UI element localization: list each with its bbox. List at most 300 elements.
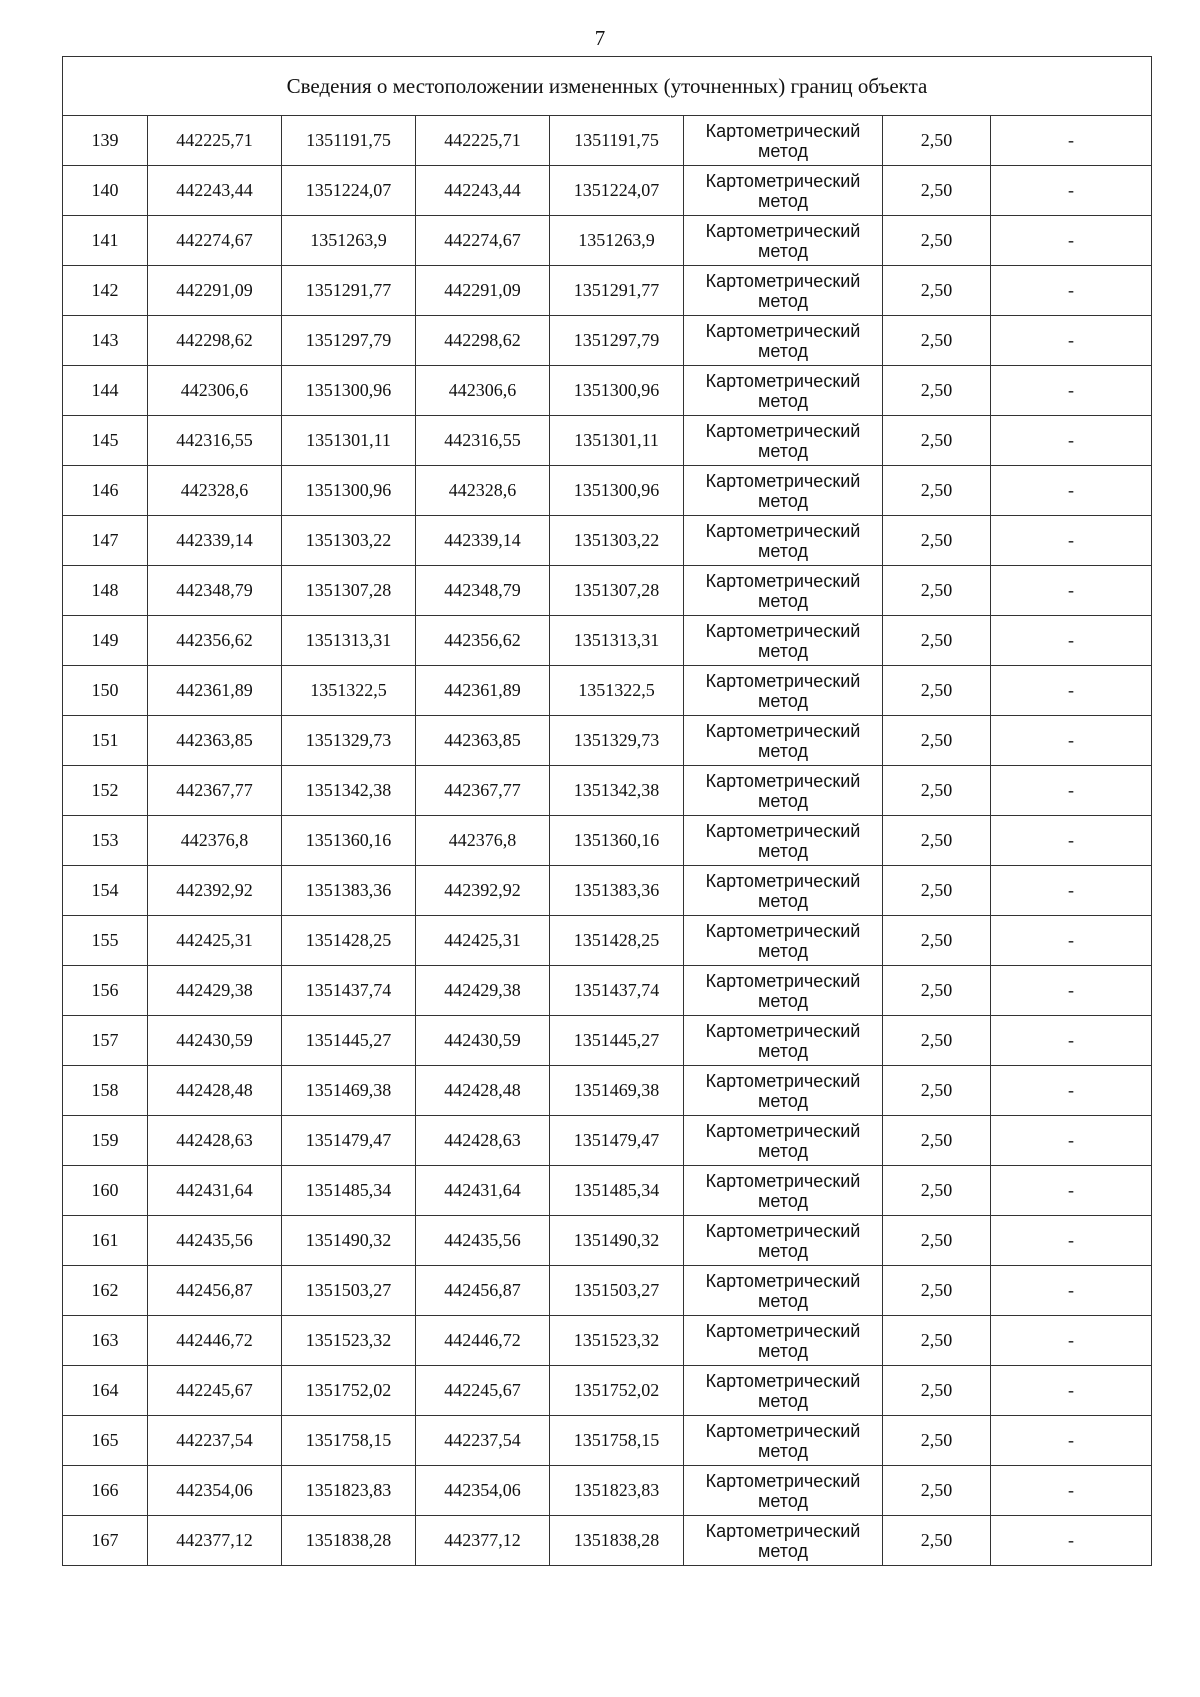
new-x-cell: 442348,79 — [416, 566, 550, 616]
note-cell: - — [991, 916, 1152, 966]
method-line-2: метод — [758, 190, 808, 211]
existing-x-cell: 442425,31 — [148, 916, 282, 966]
table-row — [63, 1516, 1152, 1566]
point-number-cell: 144 — [63, 366, 148, 416]
accuracy-cell: 2,50 — [883, 1116, 991, 1166]
method-line-2: метод — [758, 490, 808, 511]
method-cell — [684, 816, 883, 866]
method-line-1: Картометрический — [705, 1470, 861, 1491]
existing-x-cell: 442245,67 — [148, 1366, 282, 1416]
new-y-cell: 1351224,07 — [550, 166, 684, 216]
accuracy-cell: 2,50 — [883, 266, 991, 316]
method-line-2: метод — [758, 840, 808, 861]
accuracy-cell: 2,50 — [883, 216, 991, 266]
existing-y-cell: 1351360,16 — [282, 816, 416, 866]
method-line-1: Картометрический — [705, 1320, 861, 1341]
accuracy-cell: 2,50 — [883, 1016, 991, 1066]
note-cell: - — [991, 1016, 1152, 1066]
table-row — [63, 1066, 1152, 1116]
point-number-cell: 145 — [63, 416, 148, 466]
method-cell — [684, 966, 883, 1016]
accuracy-cell: 2,50 — [883, 1466, 991, 1516]
point-number-cell: 155 — [63, 916, 148, 966]
method-cell — [684, 666, 883, 716]
existing-y-cell: 1351469,38 — [282, 1066, 416, 1116]
new-y-cell: 1351322,5 — [550, 666, 684, 716]
new-y-cell: 1351313,31 — [550, 616, 684, 666]
note-cell: - — [991, 1466, 1152, 1516]
method-line-2: метод — [758, 1390, 808, 1411]
method-line-2: метод — [758, 990, 808, 1011]
existing-x-cell: 442392,92 — [148, 866, 282, 916]
table-row — [63, 1416, 1152, 1466]
new-y-cell: 1351523,32 — [550, 1316, 684, 1366]
table-row — [63, 816, 1152, 866]
existing-y-cell: 1351445,27 — [282, 1016, 416, 1066]
accuracy-cell: 2,50 — [883, 1266, 991, 1316]
note-cell: - — [991, 466, 1152, 516]
note-cell: - — [991, 666, 1152, 716]
method-cell — [684, 1116, 883, 1166]
method-cell — [684, 616, 883, 666]
point-number-cell: 165 — [63, 1416, 148, 1466]
existing-x-cell: 442298,62 — [148, 316, 282, 366]
existing-x-cell: 442430,59 — [148, 1016, 282, 1066]
point-number-cell: 160 — [63, 1166, 148, 1216]
method-cell — [684, 166, 883, 216]
method-cell — [684, 566, 883, 616]
existing-y-cell: 1351479,47 — [282, 1116, 416, 1166]
method-cell — [684, 116, 883, 166]
accuracy-cell: 2,50 — [883, 1316, 991, 1366]
method-line-1: Картометрический — [705, 1220, 861, 1241]
accuracy-cell: 2,50 — [883, 966, 991, 1016]
method-line-1: Картометрический — [705, 320, 861, 341]
method-line-1: Картометрический — [705, 1270, 861, 1291]
method-line-1: Картометрический — [705, 1070, 861, 1091]
table-title: Сведения о местоположении измененных (уточненных) границ объекта — [63, 57, 1152, 116]
accuracy-cell: 2,50 — [883, 1516, 991, 1566]
new-y-cell: 1351303,22 — [550, 516, 684, 566]
new-x-cell: 442376,8 — [416, 816, 550, 866]
point-number-cell: 151 — [63, 716, 148, 766]
existing-y-cell: 1351300,96 — [282, 366, 416, 416]
method-line-2: метод — [758, 790, 808, 811]
point-number-cell: 158 — [63, 1066, 148, 1116]
existing-y-cell: 1351523,32 — [282, 1316, 416, 1366]
method-line-1: Картометрический — [705, 270, 861, 291]
method-line-1: Картометрический — [705, 1170, 861, 1191]
note-cell: - — [991, 1416, 1152, 1466]
accuracy-cell: 2,50 — [883, 766, 991, 816]
note-cell: - — [991, 1516, 1152, 1566]
table-row — [63, 866, 1152, 916]
accuracy-cell: 2,50 — [883, 1216, 991, 1266]
existing-x-cell: 442354,06 — [148, 1466, 282, 1516]
accuracy-cell: 2,50 — [883, 116, 991, 166]
table-row — [63, 1216, 1152, 1266]
method-line-2: метод — [758, 1090, 808, 1111]
accuracy-cell: 2,50 — [883, 1416, 991, 1466]
existing-y-cell: 1351428,25 — [282, 916, 416, 966]
point-number-cell: 152 — [63, 766, 148, 816]
note-cell: - — [991, 316, 1152, 366]
point-number-cell: 139 — [63, 116, 148, 166]
method-line-2: метод — [758, 1340, 808, 1361]
accuracy-cell: 2,50 — [883, 916, 991, 966]
method-cell — [684, 866, 883, 916]
new-y-cell: 1351758,15 — [550, 1416, 684, 1466]
accuracy-cell: 2,50 — [883, 816, 991, 866]
note-cell: - — [991, 866, 1152, 916]
existing-x-cell: 442274,67 — [148, 216, 282, 266]
method-cell — [684, 1016, 883, 1066]
new-y-cell: 1351490,32 — [550, 1216, 684, 1266]
new-x-cell: 442237,54 — [416, 1416, 550, 1466]
table-row — [63, 1366, 1152, 1416]
note-cell: - — [991, 1316, 1152, 1366]
point-number-cell: 140 — [63, 166, 148, 216]
method-line-1: Картометрический — [705, 870, 861, 891]
method-line-2: метод — [758, 290, 808, 311]
new-x-cell: 442243,44 — [416, 166, 550, 216]
method-line-2: метод — [758, 940, 808, 961]
existing-y-cell: 1351383,36 — [282, 866, 416, 916]
new-y-cell: 1351297,79 — [550, 316, 684, 366]
method-cell — [684, 1166, 883, 1216]
existing-x-cell: 442328,6 — [148, 466, 282, 516]
accuracy-cell: 2,50 — [883, 866, 991, 916]
method-cell — [684, 1216, 883, 1266]
method-line-1: Картометрический — [705, 620, 861, 641]
method-line-2: метод — [758, 1440, 808, 1461]
point-number-cell: 164 — [63, 1366, 148, 1416]
accuracy-cell: 2,50 — [883, 466, 991, 516]
method-line-2: метод — [758, 390, 808, 411]
existing-y-cell: 1351485,34 — [282, 1166, 416, 1216]
new-y-cell: 1351300,96 — [550, 466, 684, 516]
new-y-cell: 1351445,27 — [550, 1016, 684, 1066]
existing-x-cell: 442429,38 — [148, 966, 282, 1016]
point-number-cell: 156 — [63, 966, 148, 1016]
table-row — [63, 616, 1152, 666]
table-row — [63, 366, 1152, 416]
method-line-2: метод — [758, 1190, 808, 1211]
method-cell — [684, 1266, 883, 1316]
point-number-cell: 166 — [63, 1466, 148, 1516]
table-row — [63, 666, 1152, 716]
point-number-cell: 143 — [63, 316, 148, 366]
method-line-1: Картометрический — [705, 520, 861, 541]
new-x-cell: 442431,64 — [416, 1166, 550, 1216]
method-cell — [684, 916, 883, 966]
table-row — [63, 116, 1152, 166]
new-x-cell: 442428,63 — [416, 1116, 550, 1166]
point-number-cell: 147 — [63, 516, 148, 566]
note-cell: - — [991, 166, 1152, 216]
note-cell: - — [991, 616, 1152, 666]
table-row — [63, 1016, 1152, 1066]
accuracy-cell: 2,50 — [883, 366, 991, 416]
new-x-cell: 442354,06 — [416, 1466, 550, 1516]
new-y-cell: 1351300,96 — [550, 366, 684, 416]
existing-y-cell: 1351329,73 — [282, 716, 416, 766]
existing-x-cell: 442243,44 — [148, 166, 282, 216]
existing-y-cell: 1351263,9 — [282, 216, 416, 266]
new-y-cell: 1351428,25 — [550, 916, 684, 966]
existing-x-cell: 442291,09 — [148, 266, 282, 316]
point-number-cell: 153 — [63, 816, 148, 866]
method-line-2: метод — [758, 640, 808, 661]
existing-y-cell: 1351224,07 — [282, 166, 416, 216]
new-y-cell: 1351838,28 — [550, 1516, 684, 1566]
table-row — [63, 166, 1152, 216]
existing-y-cell: 1351313,31 — [282, 616, 416, 666]
existing-y-cell: 1351758,15 — [282, 1416, 416, 1466]
method-cell — [684, 416, 883, 466]
existing-x-cell: 442431,64 — [148, 1166, 282, 1216]
point-number-cell: 146 — [63, 466, 148, 516]
note-cell: - — [991, 416, 1152, 466]
table-title-row — [63, 57, 1152, 116]
table-row — [63, 1316, 1152, 1366]
table-row — [63, 716, 1152, 766]
accuracy-cell: 2,50 — [883, 166, 991, 216]
existing-y-cell: 1351300,96 — [282, 466, 416, 516]
note-cell: - — [991, 1216, 1152, 1266]
table-row — [63, 266, 1152, 316]
note-cell: - — [991, 116, 1152, 166]
method-line-2: метод — [758, 340, 808, 361]
existing-y-cell: 1351490,32 — [282, 1216, 416, 1266]
method-cell — [684, 1416, 883, 1466]
existing-x-cell: 442339,14 — [148, 516, 282, 566]
method-line-1: Картометрический — [705, 1120, 861, 1141]
accuracy-cell: 2,50 — [883, 666, 991, 716]
method-line-2: метод — [758, 890, 808, 911]
existing-x-cell: 442456,87 — [148, 1266, 282, 1316]
existing-y-cell: 1351838,28 — [282, 1516, 416, 1566]
new-y-cell: 1351383,36 — [550, 866, 684, 916]
point-number-cell: 148 — [63, 566, 148, 616]
accuracy-cell: 2,50 — [883, 1066, 991, 1116]
method-line-2: метод — [758, 1540, 808, 1561]
existing-y-cell: 1351291,77 — [282, 266, 416, 316]
note-cell: - — [991, 266, 1152, 316]
point-number-cell: 157 — [63, 1016, 148, 1066]
new-x-cell: 442425,31 — [416, 916, 550, 966]
existing-y-cell: 1351322,5 — [282, 666, 416, 716]
point-number-cell: 149 — [63, 616, 148, 666]
new-x-cell: 442430,59 — [416, 1016, 550, 1066]
method-line-1: Картометрический — [705, 970, 861, 991]
new-x-cell: 442291,09 — [416, 266, 550, 316]
new-y-cell: 1351301,11 — [550, 416, 684, 466]
note-cell: - — [991, 566, 1152, 616]
new-x-cell: 442446,72 — [416, 1316, 550, 1366]
method-line-2: метод — [758, 590, 808, 611]
new-x-cell: 442361,89 — [416, 666, 550, 716]
existing-x-cell: 442225,71 — [148, 116, 282, 166]
point-number-cell: 161 — [63, 1216, 148, 1266]
method-line-2: метод — [758, 1040, 808, 1061]
method-line-1: Картометрический — [705, 170, 861, 191]
method-cell — [684, 1366, 883, 1416]
new-x-cell: 442339,14 — [416, 516, 550, 566]
accuracy-cell: 2,50 — [883, 1366, 991, 1416]
new-y-cell: 1351479,47 — [550, 1116, 684, 1166]
accuracy-cell: 2,50 — [883, 1166, 991, 1216]
new-y-cell: 1351360,16 — [550, 816, 684, 866]
new-x-cell: 442245,67 — [416, 1366, 550, 1416]
new-y-cell: 1351329,73 — [550, 716, 684, 766]
existing-x-cell: 442361,89 — [148, 666, 282, 716]
table-row — [63, 566, 1152, 616]
point-number-cell: 162 — [63, 1266, 148, 1316]
new-y-cell: 1351437,74 — [550, 966, 684, 1016]
method-line-1: Картометрический — [705, 770, 861, 791]
new-x-cell: 442367,77 — [416, 766, 550, 816]
new-x-cell: 442356,62 — [416, 616, 550, 666]
method-line-1: Картометрический — [705, 920, 861, 941]
table-row — [63, 1166, 1152, 1216]
method-line-1: Картометрический — [705, 220, 861, 241]
method-cell — [684, 716, 883, 766]
method-cell — [684, 766, 883, 816]
new-y-cell: 1351823,83 — [550, 1466, 684, 1516]
table-row — [63, 316, 1152, 366]
new-y-cell: 1351191,75 — [550, 116, 684, 166]
method-cell — [684, 216, 883, 266]
existing-x-cell: 442237,54 — [148, 1416, 282, 1466]
existing-x-cell: 442363,85 — [148, 716, 282, 766]
new-y-cell: 1351469,38 — [550, 1066, 684, 1116]
existing-x-cell: 442428,63 — [148, 1116, 282, 1166]
page-number: 7 — [594, 26, 606, 50]
table-row — [63, 1266, 1152, 1316]
existing-x-cell: 442446,72 — [148, 1316, 282, 1366]
new-x-cell: 442328,6 — [416, 466, 550, 516]
point-number-cell: 141 — [63, 216, 148, 266]
new-y-cell: 1351291,77 — [550, 266, 684, 316]
existing-x-cell: 442377,12 — [148, 1516, 282, 1566]
note-cell: - — [991, 766, 1152, 816]
method-line-1: Картометрический — [705, 720, 861, 741]
new-y-cell: 1351342,38 — [550, 766, 684, 816]
accuracy-cell: 2,50 — [883, 416, 991, 466]
method-line-2: метод — [758, 440, 808, 461]
new-x-cell: 442274,67 — [416, 216, 550, 266]
method-line-1: Картометрический — [705, 120, 861, 141]
new-x-cell: 442392,92 — [416, 866, 550, 916]
method-line-1: Картометрический — [705, 470, 861, 491]
note-cell: - — [991, 1166, 1152, 1216]
point-number-cell: 167 — [63, 1516, 148, 1566]
method-cell — [684, 516, 883, 566]
method-cell — [684, 466, 883, 516]
method-line-2: метод — [758, 1290, 808, 1311]
existing-y-cell: 1351752,02 — [282, 1366, 416, 1416]
existing-x-cell: 442348,79 — [148, 566, 282, 616]
method-line-2: метод — [758, 140, 808, 161]
new-x-cell: 442306,6 — [416, 366, 550, 416]
table-row — [63, 216, 1152, 266]
table-row — [63, 966, 1152, 1016]
new-y-cell: 1351503,27 — [550, 1266, 684, 1316]
point-number-cell: 159 — [63, 1116, 148, 1166]
method-cell — [684, 1516, 883, 1566]
method-cell — [684, 316, 883, 366]
accuracy-cell: 2,50 — [883, 566, 991, 616]
method-line-1: Картометрический — [705, 1520, 861, 1541]
existing-x-cell: 442316,55 — [148, 416, 282, 466]
method-line-1: Картометрический — [705, 820, 861, 841]
table-row — [63, 416, 1152, 466]
table-row — [63, 1466, 1152, 1516]
existing-x-cell: 442306,6 — [148, 366, 282, 416]
new-x-cell: 442429,38 — [416, 966, 550, 1016]
table-row — [63, 916, 1152, 966]
method-line-2: метод — [758, 1490, 808, 1511]
note-cell: - — [991, 816, 1152, 866]
new-y-cell: 1351307,28 — [550, 566, 684, 616]
new-x-cell: 442456,87 — [416, 1266, 550, 1316]
existing-x-cell: 442376,8 — [148, 816, 282, 866]
method-line-2: метод — [758, 1240, 808, 1261]
table-row — [63, 466, 1152, 516]
existing-y-cell: 1351301,11 — [282, 416, 416, 466]
new-y-cell: 1351752,02 — [550, 1366, 684, 1416]
existing-x-cell: 442435,56 — [148, 1216, 282, 1266]
note-cell: - — [991, 216, 1152, 266]
new-x-cell: 442225,71 — [416, 116, 550, 166]
note-cell: - — [991, 966, 1152, 1016]
method-line-1: Картометрический — [705, 670, 861, 691]
existing-y-cell: 1351297,79 — [282, 316, 416, 366]
existing-y-cell: 1351823,83 — [282, 1466, 416, 1516]
note-cell: - — [991, 1066, 1152, 1116]
new-x-cell: 442316,55 — [416, 416, 550, 466]
existing-x-cell: 442428,48 — [148, 1066, 282, 1116]
point-number-cell: 142 — [63, 266, 148, 316]
new-y-cell: 1351263,9 — [550, 216, 684, 266]
note-cell: - — [991, 366, 1152, 416]
note-cell: - — [991, 716, 1152, 766]
accuracy-cell: 2,50 — [883, 716, 991, 766]
method-cell — [684, 1316, 883, 1366]
existing-y-cell: 1351307,28 — [282, 566, 416, 616]
method-cell — [684, 1466, 883, 1516]
existing-y-cell: 1351503,27 — [282, 1266, 416, 1316]
method-line-2: метод — [758, 240, 808, 261]
method-line-1: Картометрический — [705, 370, 861, 391]
method-line-1: Картометрический — [705, 1020, 861, 1041]
existing-y-cell: 1351191,75 — [282, 116, 416, 166]
existing-y-cell: 1351437,74 — [282, 966, 416, 1016]
method-cell — [684, 366, 883, 416]
method-cell — [684, 1066, 883, 1116]
new-x-cell: 442428,48 — [416, 1066, 550, 1116]
point-number-cell: 150 — [63, 666, 148, 716]
method-line-2: метод — [758, 740, 808, 761]
accuracy-cell: 2,50 — [883, 616, 991, 666]
existing-y-cell: 1351342,38 — [282, 766, 416, 816]
method-line-2: метод — [758, 1140, 808, 1161]
method-line-2: метод — [758, 540, 808, 561]
method-line-1: Картометрический — [705, 1420, 861, 1441]
new-y-cell: 1351485,34 — [550, 1166, 684, 1216]
existing-x-cell: 442356,62 — [148, 616, 282, 666]
